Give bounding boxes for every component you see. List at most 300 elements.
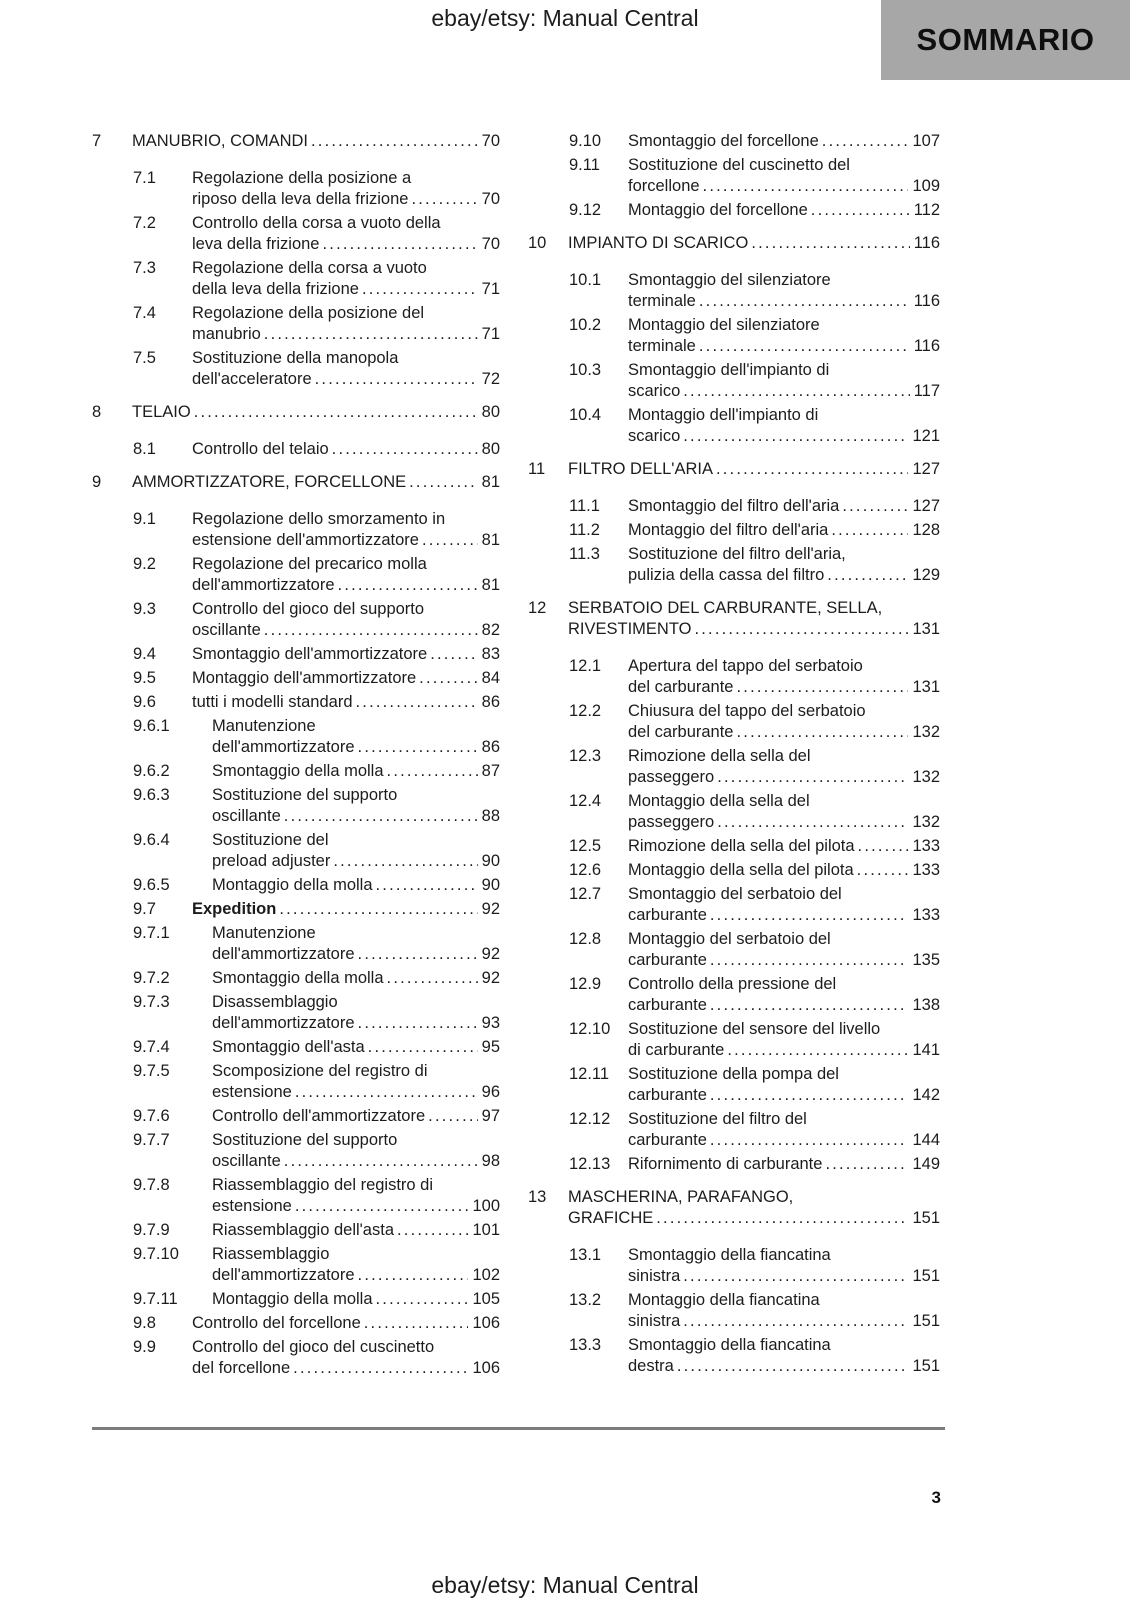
toc-entry-9.9: [92, 1337, 500, 1379]
toc-entry-number: 12.2: [569, 702, 602, 720]
toc-entry-text: oscillante: [212, 1152, 281, 1170]
toc-entry-9.4: [92, 644, 500, 665]
toc-entry-12.11: [528, 1064, 940, 1106]
toc-entry-page: 71: [481, 325, 500, 343]
toc-entry-13.2: [528, 1290, 940, 1332]
toc-entry-text: del forcellone: [192, 1359, 291, 1377]
toc-entry-number: 11.3: [569, 545, 600, 563]
toc-entry-page: 84: [481, 669, 500, 687]
toc-entry-text: Manutenzione: [212, 717, 316, 735]
toc-entry-page: 133: [912, 906, 940, 924]
toc-entry-text: carburante: [628, 906, 707, 924]
footer-rule: [92, 1427, 945, 1430]
toc-entry-text: Sostituzione del sensore del livello: [628, 1020, 881, 1038]
toc-entry-text: scarico: [628, 382, 681, 400]
toc-entry-text: di carburante: [628, 1041, 725, 1059]
toc-column-left: [92, 131, 500, 1382]
toc-entry-9.7.6: [92, 1106, 500, 1127]
toc-entry-page: 128: [912, 521, 940, 539]
toc-entry-number: 9.7.4: [133, 1038, 170, 1056]
toc-entry-7.5: [92, 348, 500, 390]
toc-entry-text: Sostituzione del supporto: [212, 786, 398, 804]
toc-entry-page: 92: [481, 969, 500, 987]
toc-entry-number: 13: [528, 1188, 547, 1206]
toc-leader-dots: [323, 234, 478, 255]
toc-entry-page: 92: [481, 900, 500, 918]
toc-entry-text: dell'ammortizzatore: [212, 945, 355, 963]
toc-column-right: [528, 131, 940, 1380]
toc-entry-text: Montaggio della sella del: [628, 792, 810, 810]
toc-leader-dots: [703, 176, 909, 197]
toc-entry-10.4: [528, 405, 940, 447]
toc-entry-9.8: [92, 1313, 500, 1334]
toc-entry-9.7.5: [92, 1061, 500, 1103]
toc-entry-text: Montaggio del serbatoio del: [628, 930, 831, 948]
toc-entry-text: RIVESTIMENTO: [568, 620, 692, 638]
toc-entry-text: MANUBRIO, COMANDI: [132, 132, 309, 150]
toc-entry-text: oscillante: [212, 807, 281, 825]
toc-leader-dots: [710, 905, 909, 926]
toc-entry-10.2: [528, 315, 940, 357]
toc-entry-number: 9.6.1: [133, 717, 170, 735]
toc-entry-page: 70: [481, 235, 500, 253]
toc-entry-text: riposo della leva della frizione: [192, 190, 409, 208]
toc-entry-12.6: [528, 860, 940, 881]
toc-entry-text: Smontaggio del serbatoio del: [628, 885, 842, 903]
toc-entry-number: 9.7.10: [133, 1245, 179, 1263]
toc-leader-dots: [717, 767, 908, 788]
header-title: ebay/etsy: Manual Central: [431, 5, 699, 31]
toc-entry-number: 12.9: [569, 975, 602, 993]
toc-entry-page: 80: [481, 440, 500, 458]
toc-entry-number: 7: [92, 132, 102, 150]
toc-entry-text: terminale: [628, 337, 696, 355]
toc-entry-page: 97: [481, 1107, 500, 1125]
toc-entry-number: 7.1: [133, 169, 156, 187]
toc-leader-dots: [368, 1037, 478, 1058]
toc-entry-page: 133: [912, 837, 940, 855]
toc-entry-page: 102: [472, 1266, 500, 1284]
toc-entry-11.3: [528, 544, 940, 586]
toc-entry-number: 12.11: [569, 1065, 610, 1083]
toc-entry-page: 138: [912, 996, 940, 1014]
toc-leader-dots: [430, 644, 477, 665]
toc-leader-dots: [710, 1130, 909, 1151]
toc-entry-number: 9.5: [133, 669, 156, 687]
toc-entry-text: carburante: [628, 1131, 707, 1149]
toc-entry-page: 81: [481, 576, 500, 594]
toc-leader-dots: [737, 722, 909, 743]
toc-entry-text: sinistra: [628, 1267, 681, 1285]
toc-leader-dots: [842, 496, 908, 517]
toc-entry-7.1: [92, 168, 500, 210]
toc-entry-text: Sostituzione del filtro del: [628, 1110, 807, 1128]
toc-entry-text: manubrio: [192, 325, 261, 343]
toc-entry-number: 9.7.1: [133, 924, 170, 942]
toc-leader-dots: [710, 1085, 909, 1106]
toc-entry-text: Smontaggio del filtro dell'aria: [628, 497, 840, 515]
toc-entry-page: 127: [912, 460, 940, 478]
toc-entry-9.11: [528, 155, 940, 197]
toc-entry-text: Expedition: [192, 900, 277, 918]
toc-entry-9.7: [92, 899, 500, 920]
toc-entry-text: Smontaggio dell'asta: [212, 1038, 365, 1056]
page-footer: [0, 1572, 1130, 1599]
toc-entry-9.6.3: [92, 785, 500, 827]
toc-entry-page: 133: [912, 861, 940, 879]
toc-entry-text: estensione dell'ammortizzatore: [192, 531, 419, 549]
toc-leader-dots: [264, 324, 478, 345]
toc-entry-page: 90: [481, 876, 500, 894]
toc-entry-text: Montaggio della sella del pilota: [628, 861, 854, 879]
toc-leader-dots: [264, 620, 478, 641]
toc-entry-12.13: [528, 1154, 940, 1175]
toc-entry-number: 9.11: [569, 156, 600, 174]
toc-entry-number: 12: [528, 599, 547, 617]
toc-leader-dots: [716, 459, 909, 480]
toc-entry-page: 81: [481, 473, 500, 491]
toc-entry-page: 149: [912, 1155, 940, 1173]
toc-entry-page: 93: [481, 1014, 500, 1032]
toc-entry-text: Controllo del telaio: [192, 440, 329, 458]
toc-entry-12.8: [528, 929, 940, 971]
toc-entry-9.10: [528, 131, 940, 152]
toc-leader-dots: [677, 1356, 909, 1377]
toc-entry-text: dell'ammortizzatore: [212, 738, 355, 756]
toc-entry-page: 116: [913, 234, 940, 252]
toc-entry-page: 70: [481, 132, 500, 150]
toc-entry-text: Apertura del tappo del serbatoio: [628, 657, 863, 675]
toc-leader-dots: [825, 1154, 908, 1175]
toc-entry-text: Disassemblaggio: [212, 993, 338, 1011]
toc-entry-9.7.3: [92, 992, 500, 1034]
toc-entry-text: sinistra: [628, 1312, 681, 1330]
toc-leader-dots: [683, 426, 908, 447]
toc-entry-text: Smontaggio del forcellone: [628, 132, 819, 150]
toc-leader-dots: [811, 200, 910, 221]
toc-entry-number: 9.7.6: [133, 1107, 170, 1125]
toc-entry-text: passeggero: [628, 813, 715, 831]
toc-entry-9.7.1: [92, 923, 500, 965]
toc-entry-text: Controllo dell'ammortizzatore: [212, 1107, 426, 1125]
toc-entry-page: 135: [912, 951, 940, 969]
toc-entry-page: 131: [912, 620, 940, 638]
toc-entry-page: 86: [481, 693, 500, 711]
toc-entry-12: [528, 598, 940, 640]
toc-leader-dots: [315, 369, 478, 390]
toc-entry-text: Sostituzione del filtro dell'aria,: [628, 545, 846, 563]
toc-entry-page: 86: [481, 738, 500, 756]
toc-leader-dots: [279, 899, 477, 920]
toc-entry-9.1: [92, 509, 500, 551]
toc-entry-number: 9.7.7: [133, 1131, 170, 1149]
toc-entry-page: 131: [912, 678, 940, 696]
toc-entry-9: [92, 472, 500, 493]
toc-entry-text: Regolazione della corsa a vuoto: [192, 259, 427, 277]
toc-entry-9.7.4: [92, 1037, 500, 1058]
toc-entry-page: 95: [481, 1038, 500, 1056]
toc-entry-10: [528, 233, 940, 254]
toc-entry-text: Montaggio del silenziatore: [628, 316, 820, 334]
toc-leader-dots: [694, 619, 908, 640]
toc-leader-dots: [295, 1082, 478, 1103]
toc-entry-number: 8: [92, 403, 102, 421]
toc-leader-dots: [387, 968, 478, 989]
toc-entry-number: 7.5: [133, 349, 156, 367]
toc-entry-text: Smontaggio della molla: [212, 762, 384, 780]
toc-entry-text: oscillante: [192, 621, 261, 639]
toc-entry-number: 9.6: [133, 693, 156, 711]
toc-entry-number: 9.7.9: [133, 1221, 170, 1239]
toc-entry-page: 151: [912, 1312, 940, 1330]
toc-entry-number: 12.8: [569, 930, 602, 948]
toc-entry-page: 132: [912, 723, 940, 741]
toc-entry-text: Regolazione dello smorzamento in: [192, 510, 446, 528]
toc-entry-13.3: [528, 1335, 940, 1377]
toc-entry-12.12: [528, 1109, 940, 1151]
toc-entry-number: 11: [528, 460, 546, 478]
toc-entry-text: Regolazione del precarico molla: [192, 555, 427, 573]
toc-entry-page: 132: [912, 813, 940, 831]
toc-entry-page: 117: [913, 382, 940, 400]
toc-leader-dots: [656, 1208, 908, 1229]
toc-entry-text: Controllo della pressione del: [628, 975, 837, 993]
toc-leader-dots: [717, 812, 908, 833]
toc-entry-11.2: [528, 520, 940, 541]
toc-entry-9.7.11: [92, 1289, 500, 1310]
toc-entry-page: 88: [481, 807, 500, 825]
toc-entry-text: dell'ammortizzatore: [212, 1014, 355, 1032]
toc-entry-9.7.2: [92, 968, 500, 989]
toc-entry-11.1: [528, 496, 940, 517]
toc-entry-text: AMMORTIZZATORE, FORCELLONE: [132, 473, 407, 491]
toc-entry-number: 12.7: [569, 885, 602, 903]
toc-entry-page: 151: [912, 1267, 940, 1285]
toc-entry-9.12: [528, 200, 940, 221]
toc-entry-text: Regolazione della posizione del: [192, 304, 425, 322]
toc-entry-page: 141: [912, 1041, 940, 1059]
toc-leader-dots: [737, 677, 909, 698]
toc-leader-dots: [387, 761, 478, 782]
toc-entry-number: 9.7.8: [133, 1176, 170, 1194]
toc-entry-page: 98: [481, 1152, 500, 1170]
toc-entry-page: 112: [913, 201, 940, 219]
toc-leader-dots: [831, 520, 908, 541]
toc-leader-dots: [411, 189, 477, 210]
toc-entry-12.4: [528, 791, 940, 833]
toc-entry-10.3: [528, 360, 940, 402]
toc-entry-number: 13.2: [569, 1291, 602, 1309]
toc-entry-number: 9.1: [133, 510, 156, 528]
toc-entry-number: 10: [528, 234, 547, 252]
toc-entry-page: 70: [481, 190, 500, 208]
toc-entry-number: 9.12: [569, 201, 602, 219]
toc-entry-7.2: [92, 213, 500, 255]
toc-entry-8.1: [92, 439, 500, 460]
toc-entry-number: 12.1: [569, 657, 602, 675]
toc-entry-text: destra: [628, 1357, 674, 1375]
toc-entry-text: Montaggio dell'impianto di: [628, 406, 819, 424]
toc-entry-text: Controllo del gioco del supporto: [192, 600, 425, 618]
banner-title: SOMMARIO: [916, 22, 1095, 57]
toc-entry-9.3: [92, 599, 500, 641]
toc-entry-9.6.5: [92, 875, 500, 896]
toc-entry-number: 7.2: [133, 214, 156, 232]
toc-entry-page: 144: [912, 1131, 940, 1149]
toc-leader-dots: [194, 402, 478, 423]
toc-entry-text: Smontaggio dell'ammortizzatore: [192, 645, 428, 663]
toc-leader-dots: [376, 875, 478, 896]
toc-entry-number: 9.9: [133, 1338, 156, 1356]
toc-entry-number: 12.13: [569, 1155, 611, 1173]
toc-leader-dots: [727, 1040, 908, 1061]
toc-entry-number: 10.4: [569, 406, 602, 424]
toc-entry-text: Controllo del gioco del cuscinetto: [192, 1338, 435, 1356]
toc-entry-text: dell'ammortizzatore: [212, 1266, 355, 1284]
toc-leader-dots: [422, 530, 478, 551]
toc-entry-text: Montaggio del filtro dell'aria: [628, 521, 829, 539]
toc-entry-number: 9.3: [133, 600, 156, 618]
toc-entry-9.2: [92, 554, 500, 596]
toc-entry-page: 116: [913, 337, 940, 355]
sommario-banner: [881, 0, 1130, 80]
toc-entry-page: 107: [912, 132, 940, 150]
toc-leader-dots: [827, 565, 908, 586]
toc-entry-text: Montaggio dell'ammortizzatore: [192, 669, 417, 687]
toc-entry-number: 9.6.5: [133, 876, 170, 894]
toc-entry-number: 13.1: [569, 1246, 602, 1264]
toc-entry-text: passeggero: [628, 768, 715, 786]
toc-entry-12.5: [528, 836, 940, 857]
toc-entry-12.1: [528, 656, 940, 698]
toc-entry-number: 12.10: [569, 1020, 611, 1038]
toc-entry-text: Regolazione della posizione a: [192, 169, 412, 187]
toc-entry-number: 12.4: [569, 792, 602, 810]
toc-entry-text: Manutenzione: [212, 924, 316, 942]
toc-entry-12.7: [528, 884, 940, 926]
toc-entry-9.7.9: [92, 1220, 500, 1241]
toc-entry-number: 9.7.5: [133, 1062, 170, 1080]
toc-entry-text: Montaggio della molla: [212, 1290, 373, 1308]
toc-entry-text: Montaggio della fiancatina: [628, 1291, 820, 1309]
toc-entry-number: 9.6.4: [133, 831, 170, 849]
toc-entry-text: estensione: [212, 1197, 292, 1215]
toc-entry-9.6.2: [92, 761, 500, 782]
toc-entry-text: Smontaggio del silenziatore: [628, 271, 831, 289]
toc-leader-dots: [332, 439, 478, 460]
toc-entry-number: 12.12: [569, 1110, 611, 1128]
toc-entry-text: dell'ammortizzatore: [192, 576, 335, 594]
toc-leader-dots: [751, 233, 909, 254]
toc-leader-dots: [858, 836, 909, 857]
toc-entry-page: 127: [912, 497, 940, 515]
toc-entry-text: Montaggio della molla: [212, 876, 373, 894]
toc-entry-text: FILTRO DELL'ARIA: [568, 460, 713, 478]
toc-leader-dots: [284, 806, 478, 827]
toc-entry-page: 92: [481, 945, 500, 963]
toc-leader-dots: [358, 944, 478, 965]
toc-entry-text: Sostituzione del: [212, 831, 329, 849]
toc-entry-9.5: [92, 668, 500, 689]
toc-leader-dots: [295, 1196, 469, 1217]
toc-entry-page: 96: [481, 1083, 500, 1101]
toc-entry-number: 12.6: [569, 861, 602, 879]
toc-entry-text: carburante: [628, 951, 707, 969]
toc-leader-dots: [857, 860, 909, 881]
toc-entry-text: Scomposizione del registro di: [212, 1062, 428, 1080]
toc-entry-9.7.10: [92, 1244, 500, 1286]
toc-entry-number: 9.6.2: [133, 762, 170, 780]
toc-entry-text: dell'acceleratore: [192, 370, 312, 388]
toc-entry-number: 7.4: [133, 304, 156, 322]
toc-leader-dots: [364, 1313, 469, 1334]
toc-entry-text: Smontaggio dell'impianto di: [628, 361, 830, 379]
toc-entry-number: 12.3: [569, 747, 602, 765]
footer-title: ebay/etsy: Manual Central: [431, 1572, 699, 1598]
toc-entry-9.6.4: [92, 830, 500, 872]
toc-leader-dots: [710, 950, 909, 971]
toc-entry-number: 9.10: [569, 132, 602, 150]
toc-entry-number: 11.2: [569, 521, 600, 539]
toc-entry-text: leva della frizione: [192, 235, 320, 253]
toc-entry-number: 10.3: [569, 361, 602, 379]
toc-entry-page: 83: [481, 645, 500, 663]
toc-entry-text: Riassemblaggio del registro di: [212, 1176, 434, 1194]
toc-entry-page: 80: [481, 403, 500, 421]
toc-entry-text: Riassemblaggio: [212, 1245, 330, 1263]
toc-entry-text: GRAFICHE: [568, 1209, 654, 1227]
toc-entry-number: 9.4: [133, 645, 156, 663]
toc-entry-number: 9.7.3: [133, 993, 170, 1011]
toc-entry-text: preload adjuster: [212, 852, 331, 870]
toc-leader-dots: [311, 131, 478, 152]
toc-entry-number: 9.6.3: [133, 786, 170, 804]
toc-entry-number: 12.5: [569, 837, 602, 855]
toc-leader-dots: [293, 1358, 468, 1379]
toc-entry-13: [528, 1187, 940, 1229]
toc-entry-text: Smontaggio della fiancatina: [628, 1336, 831, 1354]
toc-entry-number: 9.7: [133, 900, 156, 918]
toc-entry-text: Sostituzione del cuscinetto del: [628, 156, 850, 174]
toc-entry-text: del carburante: [628, 678, 734, 696]
toc-leader-dots: [376, 1289, 469, 1310]
toc-entry-page: 82: [481, 621, 500, 639]
toc-leader-dots: [683, 1266, 908, 1287]
toc-entry-text: tutti i modelli standard: [192, 693, 353, 711]
toc-entry-number: 10.1: [569, 271, 602, 289]
toc-entry-text: TELAIO: [132, 403, 191, 421]
toc-entry-text: carburante: [628, 996, 707, 1014]
toc-entry-number: 9: [92, 473, 102, 491]
toc-entry-text: Rimozione della sella del: [628, 747, 811, 765]
toc-entry-text: Chiusura del tappo del serbatoio: [628, 702, 866, 720]
toc-leader-dots: [419, 668, 477, 689]
toc-entry-number: 9.2: [133, 555, 156, 573]
toc-entry-text: Sostituzione del supporto: [212, 1131, 398, 1149]
toc-leader-dots: [362, 279, 478, 300]
toc-entry-page: 106: [472, 1359, 500, 1377]
toc-entry-page: 105: [472, 1290, 500, 1308]
toc-entry-text: della leva della frizione: [192, 280, 359, 298]
toc-entry-page: 100: [472, 1197, 500, 1215]
toc-entry-text: terminale: [628, 292, 696, 310]
toc-leader-dots: [699, 291, 910, 312]
toc-entry-text: Rifornimento di carburante: [628, 1155, 823, 1173]
toc-entry-text: Rimozione della sella del pilota: [628, 837, 855, 855]
toc-leader-dots: [397, 1220, 468, 1241]
toc-leader-dots: [356, 692, 478, 713]
toc-entry-13.1: [528, 1245, 940, 1287]
